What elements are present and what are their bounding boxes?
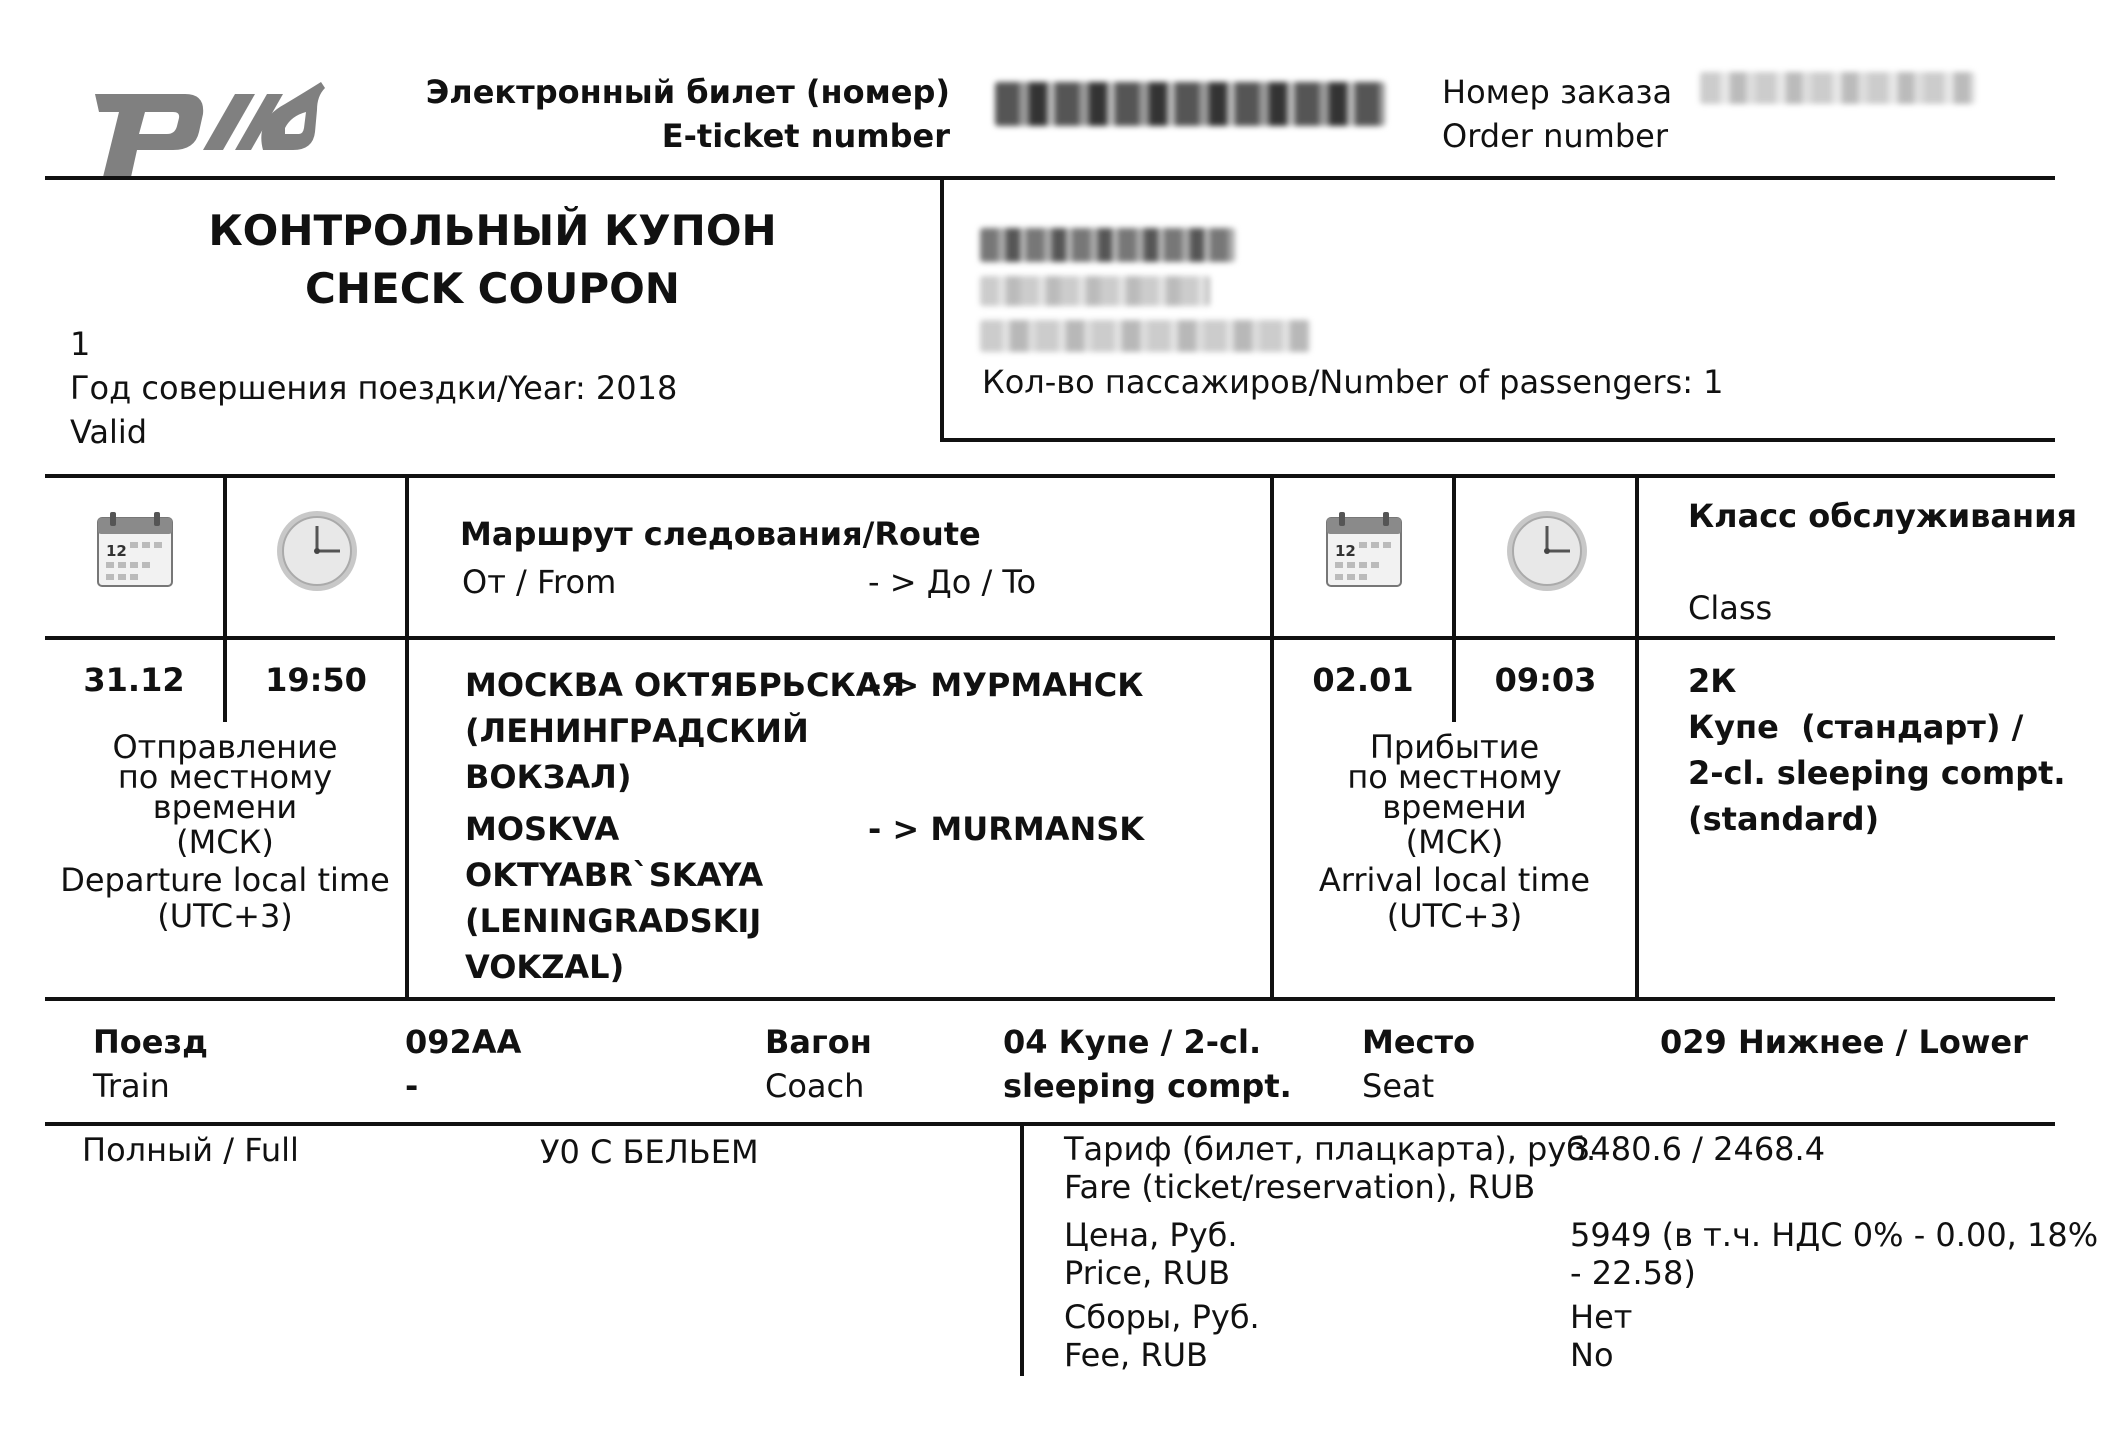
- departure-caption: времени: [152, 788, 298, 826]
- calendar-icon: [94, 508, 176, 590]
- coupon-year: Год совершения поездки/Year: 2018: [70, 369, 678, 407]
- train-label-ru: Поезд: [93, 1023, 208, 1061]
- eticket-label-en: E-ticket number: [661, 117, 950, 155]
- price-label-ru: Цена, Руб.: [1064, 1216, 1238, 1254]
- coupon-status: Valid: [70, 413, 148, 451]
- svg-text:12: 12: [1335, 542, 1356, 560]
- route-from-en: VOKZAL): [465, 948, 625, 986]
- coupon-title-en: CHECK COUPON: [305, 264, 680, 313]
- rzd-logo: [85, 52, 335, 182]
- fee-value-en: No: [1570, 1336, 1614, 1374]
- eticket-number-redacted: [995, 82, 1385, 126]
- clock-icon: [1504, 508, 1590, 594]
- divider: [45, 636, 2055, 640]
- order-number-redacted: [1700, 72, 1975, 104]
- class-code: 2К: [1688, 662, 1737, 700]
- departure-date: 31.12: [83, 661, 185, 699]
- route-from-en: OKTYABR`SKAYA: [465, 856, 764, 894]
- departure-caption: Отправление: [112, 728, 338, 766]
- passenger-details-redacted: [980, 320, 1310, 352]
- class-title: Класс обслуживания: [1688, 497, 2078, 535]
- coach-value: sleeping compt.: [1003, 1067, 1292, 1105]
- fee-label-ru: Сборы, Руб.: [1064, 1298, 1260, 1336]
- arrival-caption: по местному: [1347, 758, 1562, 796]
- coach-label-en: Coach: [765, 1067, 865, 1105]
- train-label-en: Train: [93, 1067, 170, 1105]
- seat-label-en: Seat: [1362, 1067, 1435, 1105]
- divider: [45, 997, 2055, 1001]
- tariff-label-en: Fare (ticket/reservation), RUB: [1064, 1168, 1536, 1206]
- service-code: У0 С БЕЛЬЕМ: [540, 1133, 759, 1171]
- divider: [45, 1122, 2055, 1126]
- divider: [940, 438, 2055, 442]
- route-from-ru: МОСКВА ОКТЯБРЬСКАЯ: [465, 666, 906, 704]
- divider: [1635, 474, 1639, 997]
- order-label-en: Order number: [1442, 117, 1668, 155]
- departure-caption: (UTC+3): [157, 897, 293, 935]
- route-to-ru: - > МУРМАНСК: [868, 666, 1144, 704]
- passenger-name-redacted: [980, 228, 1235, 262]
- route-to-en: - > MURMANSK: [868, 810, 1145, 848]
- arrival-time: 09:03: [1494, 661, 1597, 699]
- arrival-caption: Прибытие: [1369, 728, 1540, 766]
- departure-caption: по местному: [117, 758, 333, 796]
- price-value: - 22.58): [1570, 1254, 1696, 1292]
- departure-time: 19:50: [265, 661, 367, 699]
- seat-value: 029 Нижнее / Lower: [1660, 1023, 2028, 1061]
- class-description: Купе (стандарт) /: [1688, 708, 2024, 746]
- svg-text:12: 12: [106, 542, 127, 560]
- arrival-caption: (UTC+3): [1386, 897, 1523, 935]
- departure-caption: (МСК): [176, 823, 274, 861]
- class-description: 2-cl. sleeping compt.: [1688, 754, 2066, 792]
- from-label: От / From: [462, 563, 617, 601]
- train-number-sub: -: [405, 1067, 419, 1105]
- coupon-number: 1: [70, 325, 91, 363]
- divider: [940, 176, 944, 442]
- arrival-caption: Arrival local time: [1318, 861, 1591, 899]
- fee-value-ru: Нет: [1570, 1298, 1633, 1336]
- class-description: (standard): [1688, 800, 1880, 838]
- ticket-type: Полный / Full: [82, 1131, 299, 1169]
- class-title-en: Class: [1688, 589, 1773, 627]
- route-from-ru: (ЛЕНИНГРАДСКИЙ: [465, 712, 809, 750]
- coupon-title-ru: КОНТРОЛЬНЫЙ КУПОН: [208, 206, 777, 255]
- price-value: 5949 (в т.ч. НДС 0% - 0.00, 18%: [1570, 1216, 2099, 1254]
- tariff-value: 3480.6 / 2468.4: [1570, 1130, 1826, 1168]
- to-label: - > До / To: [868, 563, 1037, 601]
- divider: [45, 474, 2055, 478]
- tariff-label-ru: Тариф (билет, плацкарта), руб.: [1064, 1130, 1597, 1168]
- price-label-en: Price, RUB: [1064, 1254, 1231, 1292]
- route-from-ru: ВОКЗАЛ): [465, 758, 632, 796]
- divider: [45, 176, 2055, 180]
- train-number: 092АА: [405, 1023, 522, 1061]
- divider: [1020, 1126, 1024, 1376]
- route-from-en: MOSKVA: [465, 810, 620, 848]
- route-from-en: (LENINGRADSKIJ: [465, 902, 762, 940]
- seat-label-ru: Место: [1362, 1023, 1476, 1061]
- passenger-document-redacted: [980, 276, 1210, 306]
- calendar-icon: [1323, 508, 1405, 590]
- departure-caption: Departure local time: [60, 861, 390, 899]
- arrival-date: 02.01: [1312, 661, 1414, 699]
- passenger-count: Кол-во пассажиров/Number of passengers: 1: [982, 363, 1724, 401]
- arrival-caption: (МСК): [1405, 823, 1504, 861]
- divider: [405, 474, 409, 997]
- coach-label-ru: Вагон: [765, 1023, 872, 1061]
- clock-icon: [274, 508, 360, 594]
- arrival-caption: времени: [1382, 788, 1527, 826]
- coach-value: 04 Купе / 2-cl.: [1003, 1023, 1262, 1061]
- eticket-label-ru: Электронный билет (номер): [425, 73, 950, 111]
- route-title: Маршрут следования/Route: [460, 515, 981, 553]
- fee-label-en: Fee, RUB: [1064, 1336, 1208, 1374]
- order-label-ru: Номер заказа: [1442, 73, 1673, 111]
